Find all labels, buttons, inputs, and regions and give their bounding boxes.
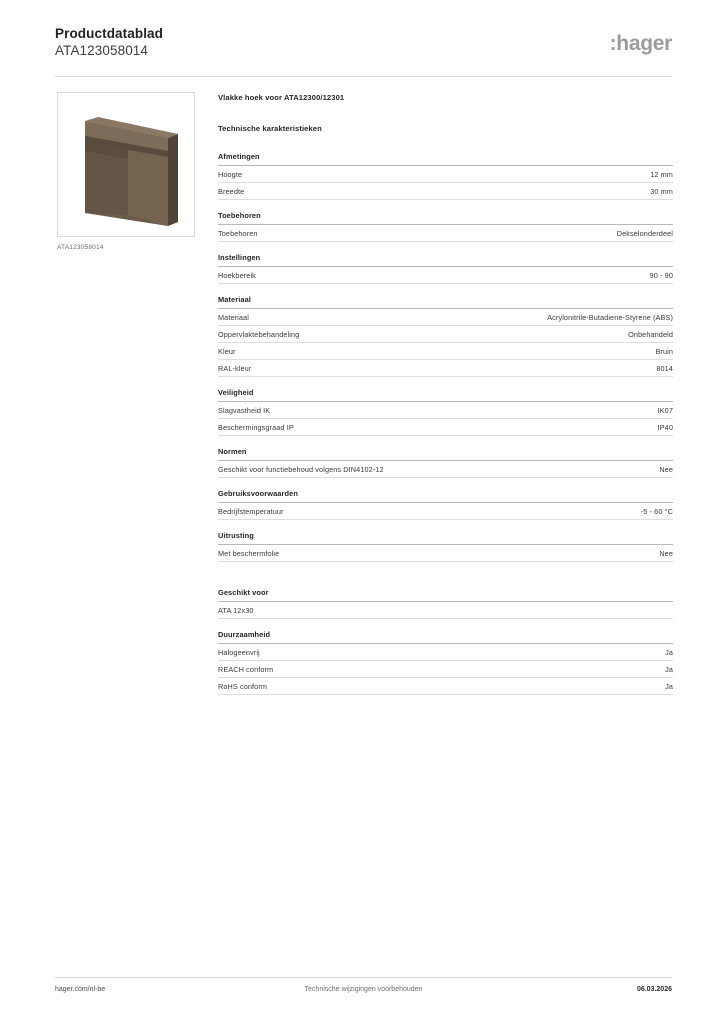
spec-group-veiligheid <box>218 388 673 436</box>
spec-value: IK07 <box>657 405 673 415</box>
group-heading: Gebruiksvoorwaarden <box>218 489 673 503</box>
group-heading: Geschikt voor <box>218 588 673 602</box>
spec-group-duurzaamheid <box>218 630 673 695</box>
spec-value: Nee <box>659 464 673 474</box>
spec-key: Breedte <box>218 186 245 196</box>
spec-group-gebruiksvoorwaarden <box>218 489 673 520</box>
spec-row <box>218 602 673 619</box>
spec-value: 90 - 90 <box>649 270 673 280</box>
spec-value: Ja <box>665 681 673 691</box>
product-reference: ATA123058014 <box>55 43 149 58</box>
footer-website-link[interactable]: hager.com/nl-be <box>55 986 106 993</box>
spec-subtitle: Technische karakteristieken <box>218 124 322 133</box>
spec-group-instellingen <box>218 253 673 284</box>
group-heading: Toebehoren <box>218 211 673 225</box>
group-heading: Afmetingen <box>218 152 673 166</box>
page-footer <box>55 986 672 998</box>
spec-key: Materiaal <box>218 312 249 322</box>
spec-key: Hoekbereik <box>218 270 256 280</box>
spec-row <box>218 267 673 284</box>
product-illustration-svg <box>58 93 194 236</box>
spec-row <box>218 661 673 678</box>
spec-row <box>218 419 673 436</box>
group-heading: Materiaal <box>218 295 673 309</box>
spec-value: IP40 <box>657 422 673 432</box>
spec-key: Slagvastheid IK <box>218 405 271 415</box>
spec-row <box>218 326 673 343</box>
spec-key: RAL-kleur <box>218 363 252 373</box>
page-header <box>55 26 672 72</box>
spec-key: Geschikt voor functiebehoud volgens DIN4102-12 <box>218 464 384 474</box>
spec-value: Bruin <box>655 346 673 356</box>
spec-key: Toebehoren <box>218 228 258 238</box>
spec-value: -5 - 60 °C <box>640 506 673 516</box>
spec-row <box>218 166 673 183</box>
group-heading: Duurzaamheid <box>218 630 673 644</box>
spec-row <box>218 360 673 377</box>
group-heading: Instellingen <box>218 253 673 267</box>
spec-row <box>218 503 673 520</box>
hager-logo: :hager <box>609 32 672 55</box>
spec-group-normen <box>218 447 673 478</box>
spec-group-afmetingen <box>218 152 673 200</box>
spec-key: ATA 12x30 <box>218 605 254 615</box>
group-heading: Uitrusting <box>218 531 673 545</box>
product-image-caption: ATA123058014 <box>57 244 104 251</box>
spec-value: Ja <box>665 647 673 657</box>
header-divider <box>55 76 672 77</box>
spec-row <box>218 644 673 661</box>
spec-group-geschikt-voor <box>218 588 673 619</box>
spec-key: Halogeenvrij <box>218 647 260 657</box>
spec-row <box>218 225 673 242</box>
spec-key: Oppervlaktebehandeling <box>218 329 300 339</box>
spec-key: Hoogte <box>218 169 243 179</box>
spec-group-uitrusting <box>218 531 673 562</box>
spec-key: REACH conform <box>218 664 274 674</box>
footer-divider <box>55 977 672 978</box>
spec-value: 8014 <box>656 363 673 373</box>
product-image <box>57 92 195 237</box>
spec-row <box>218 309 673 326</box>
group-heading: Normen <box>218 447 673 461</box>
spec-key: Beschermingsgraad IP <box>218 422 294 432</box>
specification-section <box>218 93 673 695</box>
spec-title: Vlakke hoek voor ATA12300/12301 <box>218 93 345 102</box>
spec-key: Kleur <box>218 346 236 356</box>
spec-row <box>218 183 673 200</box>
spec-row <box>218 402 673 419</box>
spec-value: Ja <box>665 664 673 674</box>
spec-row <box>218 545 673 562</box>
spec-row <box>218 461 673 478</box>
spec-key: RoHS conform <box>218 681 268 691</box>
spec-key: Met beschermfolie <box>218 548 280 558</box>
spec-row <box>218 678 673 695</box>
spec-value: Onbehandeld <box>628 329 673 339</box>
spec-key: Bedrijfstemperatuur <box>218 506 284 516</box>
spec-value: 30 mm <box>650 186 673 196</box>
group-heading: Veiligheid <box>218 388 673 402</box>
spec-value: Dekselonderdeel <box>616 228 673 238</box>
page-title: Productdatablad <box>55 26 164 41</box>
spec-value: Nee <box>659 548 673 558</box>
spec-group-materiaal <box>218 295 673 377</box>
footer-date: 06.03.2026 <box>636 986 672 993</box>
spec-value: Acrylonitrile-Butadiene-Styrene (ABS) <box>547 312 673 322</box>
spec-value: 12 mm <box>650 169 673 179</box>
spec-row <box>218 343 673 360</box>
footer-note: Technische wijzigingen voorbehouden <box>304 986 423 993</box>
spec-group-toebehoren <box>218 211 673 242</box>
